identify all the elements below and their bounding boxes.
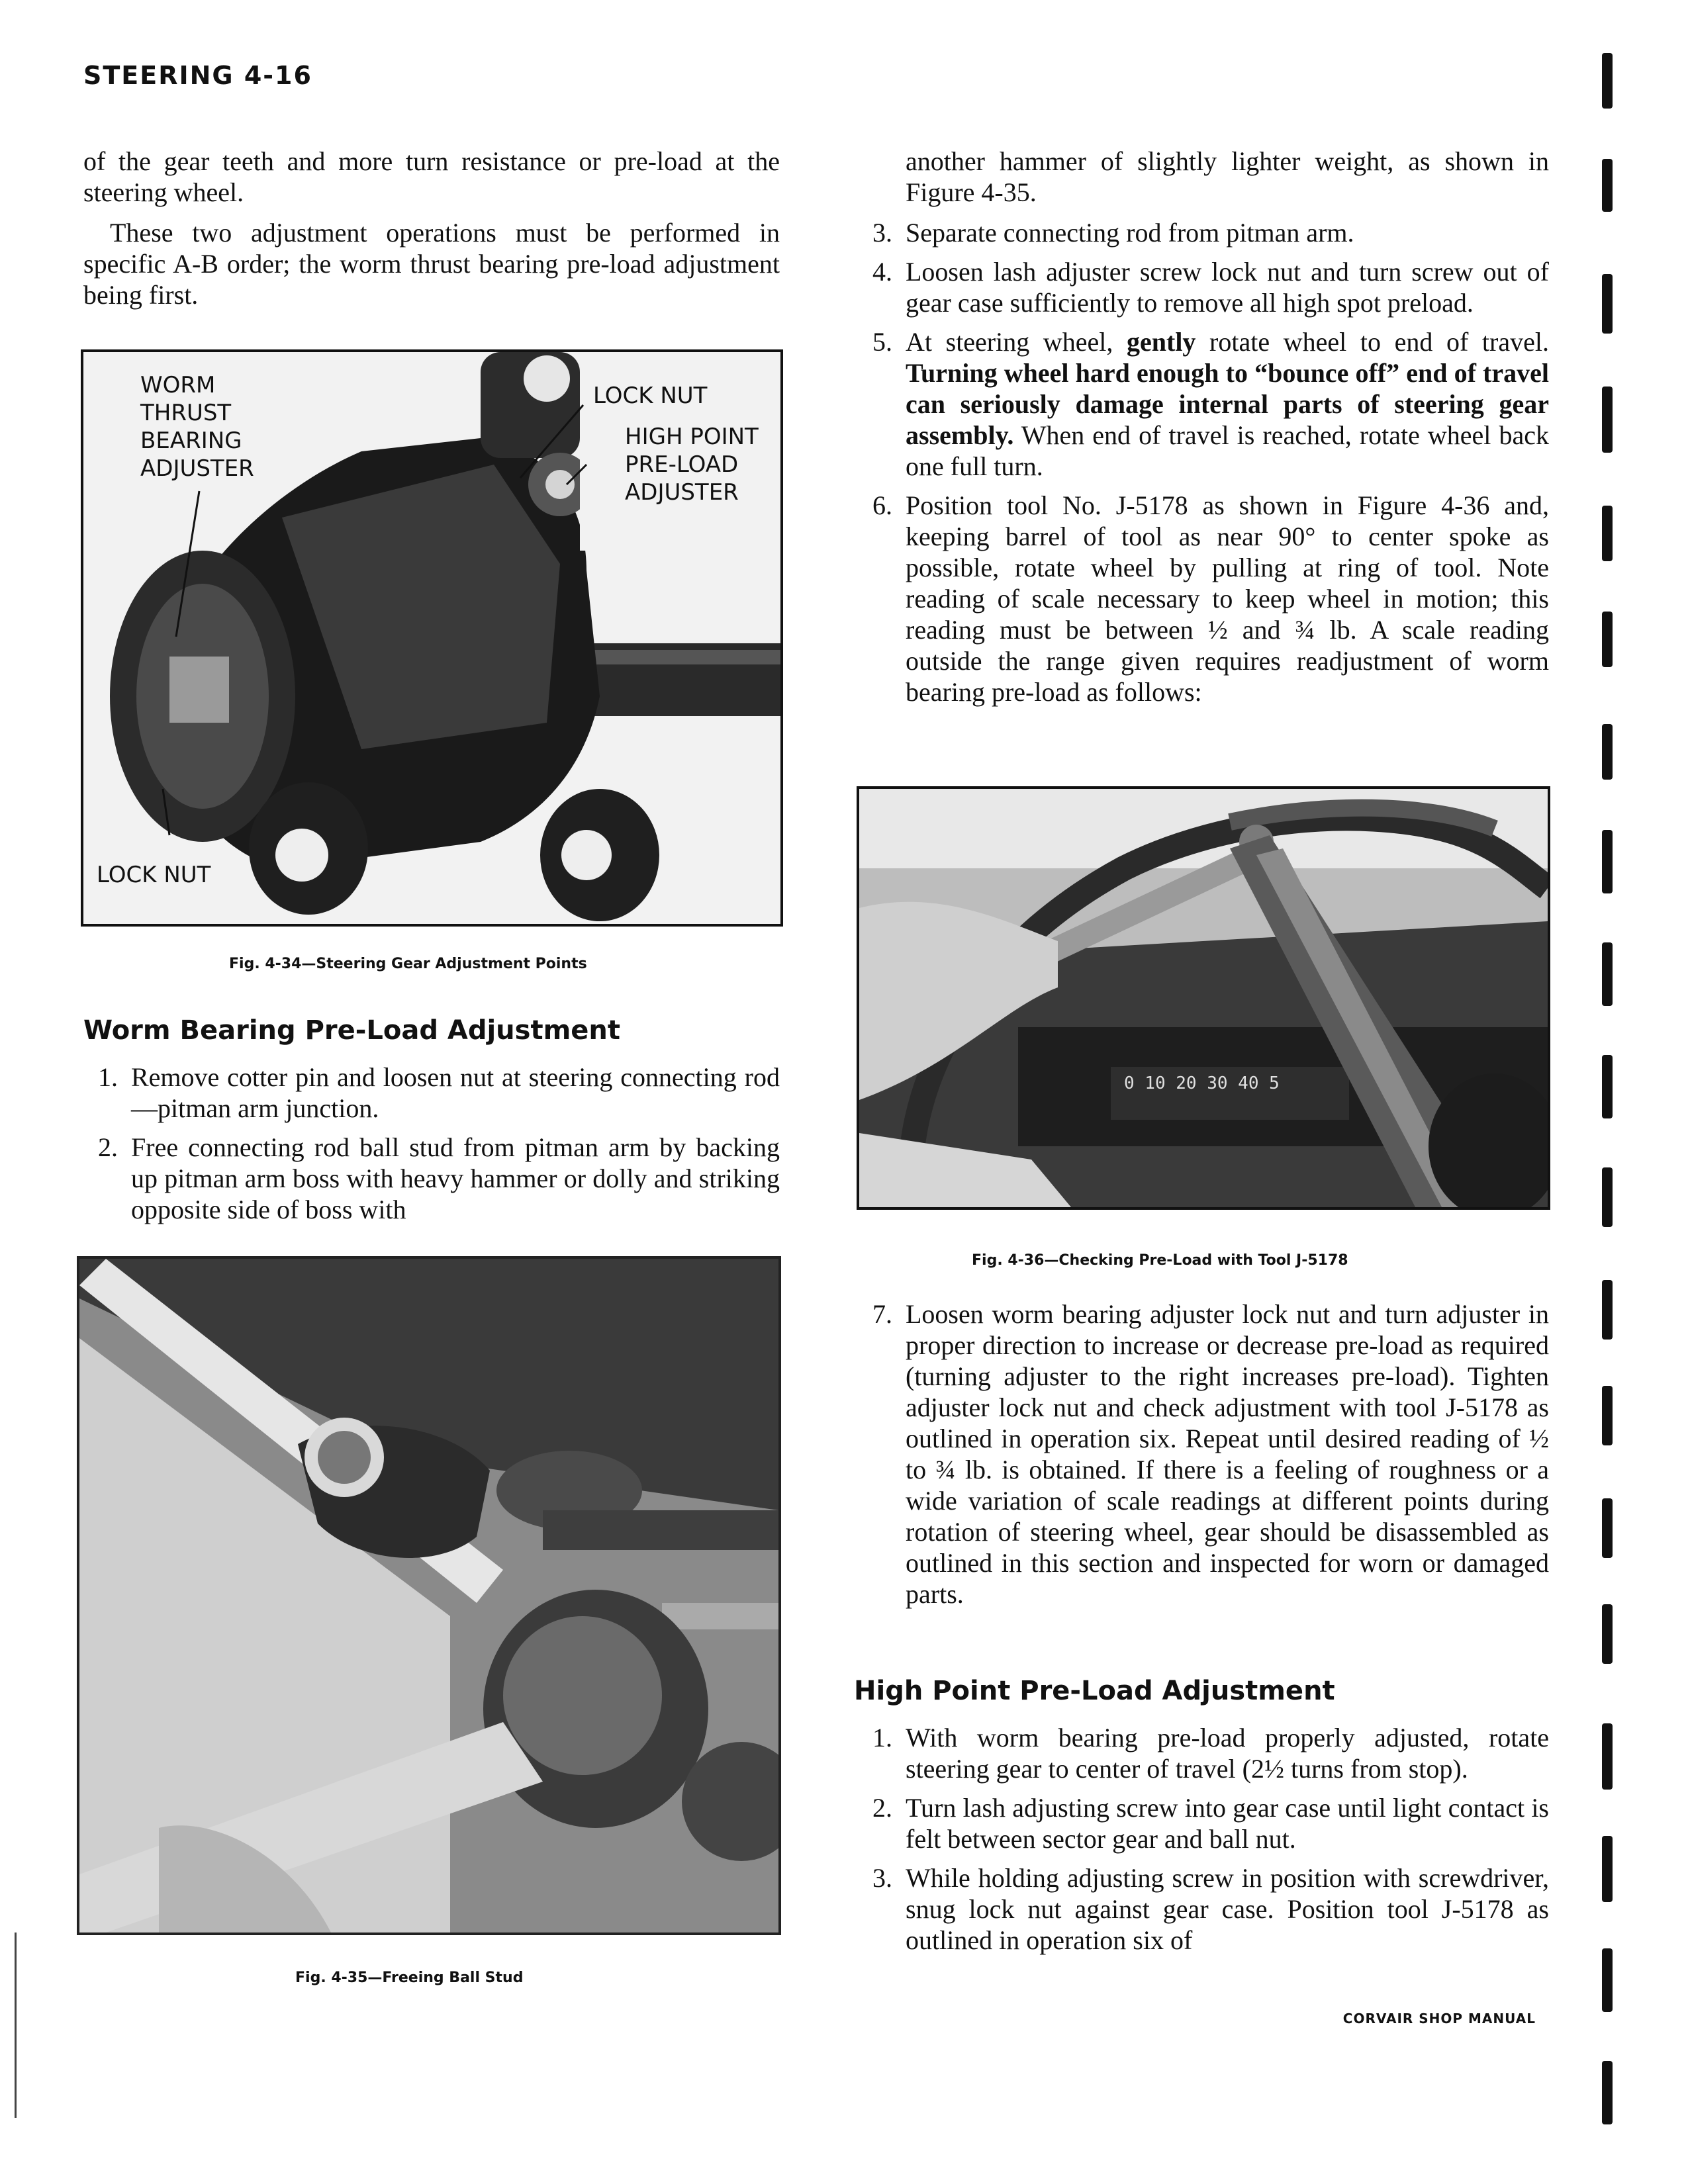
figure-4-35: [77, 1256, 781, 1935]
step-text: Position tool No. J-5178 as shown in Figure 4-36 and, keeping barrel of tool as near 90° to center spoke as possible, rotate wheel by pulling at ring of tool. Note reading of scale necessary to keep wheel in motion; this reading must be between ½ and ¾ lb. A scale reading outside the range given requires readjustment of worm bearing pre-load as follows:: [906, 490, 1549, 707]
revision-bar: [1602, 612, 1613, 667]
freeing-ball-stud-photo: [79, 1259, 778, 1933]
right-steps-bottom: [858, 1722, 1549, 1964]
revision-bar: [1602, 724, 1613, 780]
label-adjuster-right: ADJUSTER: [625, 479, 739, 506]
list-item: [858, 256, 1549, 318]
label-bearing: BEARING: [140, 428, 242, 454]
figure-4-35-caption: Fig. 4-35—Freeing Ball Stud: [295, 1970, 524, 1986]
page-header: STEERING 4-16: [83, 61, 312, 90]
intro-paragraph-2: These two adjustment operations must be performed in specific A-B order; the worm thrust bearing pre-load adjustment being first.: [83, 218, 780, 310]
step-text: With worm bearing pre-load properly adjusted, rotate steering gear to center of travel (2½ turns from stop).: [906, 1723, 1549, 1784]
left-steps: [83, 1062, 780, 1233]
revision-bar: [1602, 1055, 1613, 1118]
figure-4-34-caption: Fig. 4-34—Steering Gear Adjustment Points: [229, 956, 587, 972]
step-number: 7.: [872, 1299, 892, 1329]
revision-bar: [1602, 1167, 1613, 1227]
step-text: Separate connecting rod from pitman arm.: [906, 218, 1354, 248]
step-warning: Turning wheel hard enough to “bounce off” end of travel can seriously damage internal parts of steering gear assembly.: [906, 358, 1549, 450]
continued-paragraph: another hammer of slightly lighter weight, as shown in Figure 4-35.: [906, 146, 1549, 207]
section-heading-high-point: High Point Pre-Load Adjustment: [854, 1676, 1335, 1706]
label-adjuster: ADJUSTER: [140, 455, 254, 482]
step-number: 3.: [872, 1863, 892, 1893]
step-emphasis: gently: [1127, 327, 1196, 357]
label-pre-load: PRE-LOAD: [625, 451, 739, 478]
revision-bar: [1602, 387, 1613, 453]
list-item: [83, 1062, 780, 1124]
high-point-steps-list: [858, 1722, 1549, 1956]
step-text: When end of travel is reached, rotate wheel back one full turn.: [906, 420, 1549, 481]
step-7-block: [858, 1298, 1549, 1617]
revision-bar: [1602, 506, 1613, 561]
step-text: While holding adjusting screw in position with screwdriver, snug lock nut against gear case. Position tool J-5178 as outlined in operation six of: [906, 1863, 1549, 1955]
left-intro: [83, 146, 780, 320]
list-item: [858, 217, 1549, 248]
list-item: [858, 1298, 1549, 1610]
revision-bar: [1602, 1386, 1613, 1445]
list-item: [858, 490, 1549, 707]
step-text: At steering wheel,: [906, 327, 1127, 357]
list-item: [858, 1862, 1549, 1956]
step-number: 4.: [872, 257, 892, 287]
step-text: rotate wheel to end of travel.: [1196, 327, 1549, 357]
revision-bar: [1602, 830, 1613, 893]
margin-line: [15, 1933, 17, 2118]
right-column-top: [858, 146, 1549, 715]
list-item: [83, 1132, 780, 1225]
speedometer-scale: 0 10 20 30 40 5: [1124, 1073, 1280, 1093]
revision-bar: [1602, 2061, 1613, 2124]
step-text: Loosen lash adjuster screw lock nut and turn screw out of gear case sufficiently to remove all high spot preload.: [906, 257, 1549, 318]
step-number: 6.: [872, 490, 892, 520]
revision-bar: [1602, 1948, 1613, 2012]
step-7-list: [858, 1298, 1549, 1610]
step-text: Turn lash adjusting screw into gear case until light contact is felt between sector gear and ball nut.: [906, 1793, 1549, 1854]
revision-bar: [1602, 942, 1613, 1006]
step-number: 1.: [872, 1723, 892, 1752]
steps-3-to-6: [858, 217, 1549, 707]
revision-bar: [1602, 274, 1613, 334]
step-text: Loosen worm bearing adjuster lock nut and turn adjuster in proper direction to increase or decrease pre-load as required (turning adjuster to the right increases pre-load). Tighten adjuster lock nut and check adjustment with tool J-5178 as outlined in operation six. Repeat until desired reading of ½ to ¾ lb. is obtained. If there is a feeling of roughness or a wide variation of scale readings at different points during rotation of steering wheel, gear should be disassembled as outlined in this section and inspected for worn or damaged parts.: [906, 1299, 1549, 1609]
step-number: 3.: [872, 218, 892, 248]
figure-4-34: [81, 349, 783, 927]
label-high-point: HIGH POINT: [625, 424, 759, 450]
intro-paragraph-1: of the gear teeth and more turn resistance or pre-load at the steering wheel.: [83, 146, 780, 207]
label-lock-nut-bottom: LOCK NUT: [97, 862, 211, 888]
worm-bearing-steps-list: [83, 1062, 780, 1225]
revision-bar: [1602, 1723, 1613, 1790]
label-lock-nut-top: LOCK NUT: [593, 383, 708, 409]
list-item: [858, 326, 1549, 482]
step-number: 1.: [98, 1062, 118, 1092]
list-item: [858, 1722, 1549, 1784]
revision-bar: [1602, 53, 1613, 109]
checking-preload-photo: [859, 789, 1548, 1207]
step-number: 5.: [872, 327, 892, 357]
page-footer: CORVAIR SHOP MANUAL: [1342, 2011, 1536, 2026]
revision-bar: [1602, 1836, 1613, 1902]
figure-4-36: [857, 786, 1550, 1210]
revision-bar: [1602, 1498, 1613, 1558]
figure-4-36-caption: Fig. 4-36—Checking Pre-Load with Tool J-5178: [972, 1252, 1348, 1269]
step-number: 2.: [98, 1132, 118, 1162]
revision-bar: [1602, 1604, 1613, 1664]
list-item: [858, 1792, 1549, 1854]
step-text: Remove cotter pin and loosen nut at steering connecting rod—pitman arm junction.: [131, 1062, 780, 1123]
revision-bar: [1602, 1280, 1613, 1340]
revision-bar: [1602, 159, 1613, 212]
section-heading-worm-bearing: Worm Bearing Pre-Load Adjustment: [83, 1015, 620, 1046]
step-text: Free connecting rod ball stud from pitman arm by backing up pitman arm boss with heavy hammer or dolly and striking opposite side of boss with: [131, 1132, 780, 1224]
label-thrust: THRUST: [140, 400, 232, 426]
label-worm: WORM: [140, 372, 216, 398]
step-number: 2.: [872, 1793, 892, 1823]
